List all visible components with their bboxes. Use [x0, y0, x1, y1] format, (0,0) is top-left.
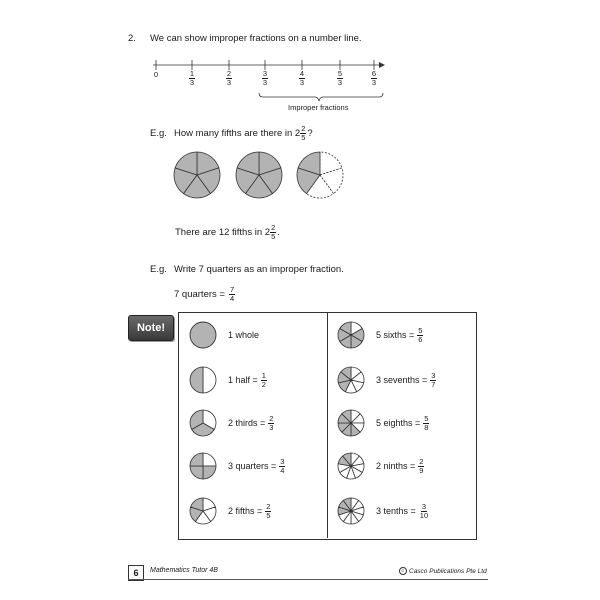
fraction	[419, 503, 429, 520]
pie-slice	[203, 453, 216, 466]
number-line-tick-label: $\frac{3}{3}$	[262, 69, 268, 87]
fraction-circle	[336, 408, 366, 438]
publisher-name: Casco Publications Pte Ltd	[409, 567, 487, 575]
example2-answer-text: 7 quarters =	[174, 289, 225, 300]
fraction	[265, 503, 271, 520]
number-line-tick-label: $\frac{1}{3}$	[189, 69, 195, 87]
fraction	[279, 458, 285, 475]
number-line-arrow	[379, 62, 385, 68]
pie-slice	[190, 322, 216, 348]
fraction	[417, 327, 423, 344]
mixed-fraction	[300, 125, 306, 142]
fraction-numerator: 5	[424, 413, 429, 423]
fraction-denominator: 7	[431, 379, 436, 389]
fraction-denominator: 5	[266, 510, 271, 520]
example2-answer	[174, 286, 236, 303]
note-entry-right-1	[336, 320, 424, 350]
pie-slice	[190, 453, 203, 466]
note-divider	[327, 312, 328, 538]
note-entry-label	[228, 503, 272, 520]
fraction-numerator: 3	[280, 456, 285, 466]
note-entry-left-2	[188, 365, 268, 395]
note-entry-text: 5 eighths =	[376, 418, 421, 428]
example2-question: Write 7 quarters as an improper fraction.	[174, 264, 344, 275]
example1-answer	[175, 224, 280, 241]
fraction-denominator: 5	[271, 232, 276, 241]
fraction-denominator: 6	[418, 334, 423, 344]
improper-brace	[259, 93, 383, 101]
fraction-numerator: 2	[269, 413, 274, 423]
fraction-circle	[336, 365, 366, 395]
note-entry-label	[376, 327, 424, 344]
note-entry-text: 1 whole	[228, 330, 260, 340]
fraction-circle	[336, 451, 366, 481]
number-line-tick-label: $\frac{6}{3}$	[371, 69, 377, 87]
fraction	[261, 372, 267, 389]
copyright-icon: C	[399, 567, 407, 575]
fraction-denominator: 4	[280, 465, 285, 475]
note-entry-label	[376, 415, 430, 432]
fraction	[418, 458, 424, 475]
note-entry-right-2	[336, 365, 437, 395]
fraction-denominator: 10	[419, 510, 429, 520]
period: .	[277, 227, 280, 238]
fraction-denominator: 9	[419, 465, 424, 475]
note-entry-text: 5 sixths =	[376, 330, 415, 340]
note-entry-label	[376, 372, 437, 389]
fraction-circle	[188, 365, 218, 395]
note-entry-label	[376, 503, 430, 520]
note-entry-text: 2 thirds =	[228, 418, 266, 428]
question-mark: ?	[307, 128, 313, 139]
fraction-numerator: 1	[261, 370, 266, 380]
pie-slice	[190, 466, 203, 479]
question-text: We can show improper fractions on a number line.	[150, 33, 362, 44]
example1-prefix: E.g.	[150, 128, 167, 139]
note-entry-right-5	[336, 496, 430, 526]
fraction-denominator: 8	[424, 422, 429, 432]
note-entry-text: 1 half =	[228, 375, 258, 385]
note-entry-text: 2 fifths =	[228, 506, 263, 516]
fraction-numerator: 2	[419, 456, 424, 466]
note-entry-text: 3 sevenths =	[376, 375, 428, 385]
note-entry-left-5	[188, 496, 272, 526]
pie-slice	[203, 367, 216, 393]
fraction-circle	[188, 320, 218, 350]
example2-prefix: E.g.	[150, 264, 167, 275]
fraction-denominator: 3	[269, 422, 274, 432]
note-entry-left-3	[188, 408, 275, 438]
note-entry-label	[376, 458, 425, 475]
fraction-numerator: 7	[229, 285, 235, 294]
note-entry-label	[228, 415, 275, 432]
example1-question	[174, 125, 313, 142]
fraction-numerator: 3	[421, 501, 427, 511]
footer-rule	[128, 579, 488, 580]
pie-slice	[203, 466, 216, 479]
fraction-denominator: 4	[229, 294, 235, 303]
improper-fractions-label: Improper fractions	[288, 103, 349, 112]
fraction	[423, 415, 429, 432]
number-line-tick-label: $\frac{5}{3}$	[337, 69, 343, 87]
note-entry-right-3	[336, 408, 430, 438]
note-entry-left-4	[188, 451, 286, 481]
number-line-tick-label: 0	[153, 70, 159, 79]
fraction	[229, 286, 235, 303]
note-entry-label	[228, 458, 286, 475]
fraction-numerator: 2	[271, 223, 276, 232]
fraction-circle	[336, 496, 366, 526]
fraction-numerator: 2	[301, 124, 306, 133]
note-entry-left-1	[188, 320, 259, 350]
fraction-denominator: 2	[261, 379, 266, 389]
fraction-numerator: 3	[431, 370, 436, 380]
fraction-circle	[188, 408, 218, 438]
number-line-tick-label: $\frac{2}{3}$	[226, 69, 232, 87]
fraction-numerator: 5	[418, 325, 423, 335]
pie-slice	[190, 367, 203, 393]
example1-question-text: How many fifths are there in 2	[174, 128, 301, 139]
fraction-numerator: 2	[266, 501, 271, 511]
note-entry-right-4	[336, 451, 425, 481]
fraction-circle	[188, 496, 218, 526]
example1-answer-text: There are 12 fifths in 2	[175, 227, 271, 238]
note-entry-label	[228, 330, 259, 340]
fifths-circles	[170, 148, 350, 204]
book-title: Mathematics Tutor 4B	[150, 567, 218, 574]
number-line-tick-label: $\frac{4}{3}$	[299, 69, 305, 87]
note-entry-text: 3 tenths =	[376, 506, 416, 516]
note-entry-text: 2 ninths =	[376, 461, 416, 471]
fraction-circle	[336, 320, 366, 350]
fraction	[268, 415, 274, 432]
note-badge: Note!	[128, 315, 174, 341]
number-line-labels	[145, 70, 395, 92]
fraction	[430, 372, 436, 389]
mixed-fraction	[270, 224, 276, 241]
publisher	[399, 567, 487, 575]
page-number: 6	[128, 565, 144, 581]
fraction-denominator: 5	[301, 133, 306, 142]
question-number: 2.	[128, 33, 136, 44]
note-entry-label	[228, 372, 268, 389]
fraction-circle	[188, 451, 218, 481]
note-entry-text: 3 quarters =	[228, 461, 277, 471]
